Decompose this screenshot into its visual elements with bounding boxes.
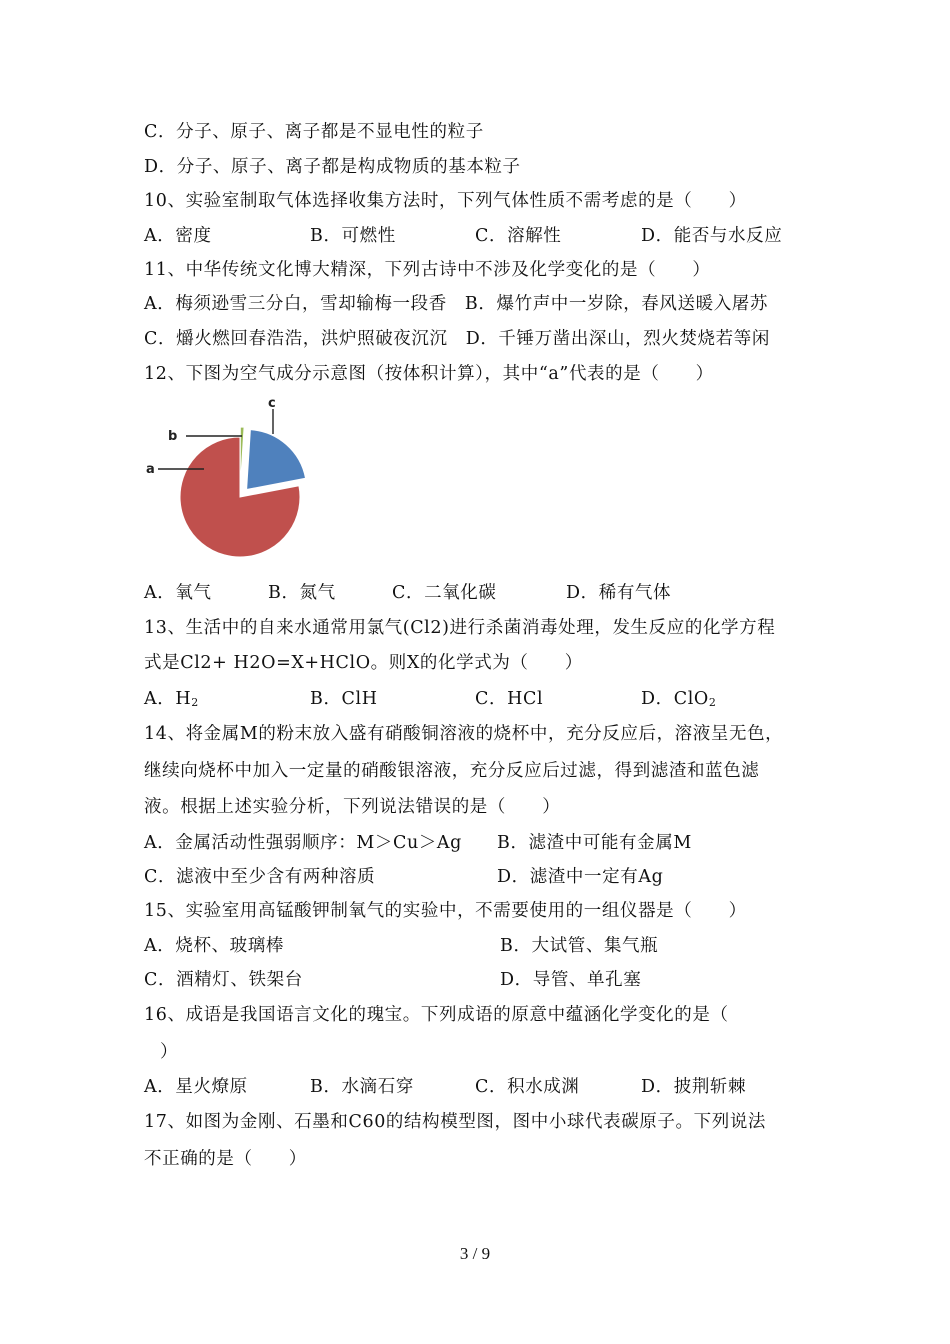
q10-option-c: C．溶解性 xyxy=(475,226,562,246)
question-16-line-2: ） xyxy=(160,1042,179,1062)
q14-option-d: D．滤渣中一定有Ag xyxy=(497,867,664,887)
pie-label-c: c xyxy=(268,396,276,411)
q10-option-d: D．能否与水反应 xyxy=(641,226,783,246)
q12-option-b: B．氮气 xyxy=(268,583,336,603)
q14-option-c: C．滤液中至少含有两种溶质 xyxy=(144,867,376,887)
question-10: 10、实验室制取气体选择收集方法时，下列气体性质不需考虑的是（ ） xyxy=(144,191,747,211)
q15-option-b: B．大试管、集气瓶 xyxy=(500,936,659,956)
q14-option-b: B．滤渣中可能有金属M xyxy=(497,833,692,853)
q14-option-a: A．金属活动性强弱顺序：M＞Cu＞Ag xyxy=(144,833,462,853)
q13-option-b: B．ClH xyxy=(310,689,378,709)
q12-option-d: D．稀有气体 xyxy=(566,583,672,603)
question-13-line-2: 式是Cl2+ H2O=X+HClO。则X的化学式为（ ） xyxy=(144,653,583,673)
question-17-line-2: 不正确的是（ ） xyxy=(144,1149,307,1169)
pie-label-b: b xyxy=(168,429,178,444)
question-17-line-1: 17、如图为金刚、石墨和C60的结构模型图，图中小球代表碳原子。下列说法 xyxy=(144,1112,767,1132)
q16-option-d: D．披荆斩棘 xyxy=(641,1077,747,1097)
q16-option-c: C．积水成渊 xyxy=(475,1077,580,1097)
air-composition-pie-chart xyxy=(140,390,320,570)
q10-option-a: A．密度 xyxy=(144,226,212,246)
q13-option-c: C．HCl xyxy=(475,689,544,709)
q10-option-b: B．可燃性 xyxy=(310,226,396,246)
page-number: 3 / 9 xyxy=(459,1244,491,1263)
q13-option-d: D．ClO$_2$ xyxy=(641,689,717,709)
q16-option-a: A．星火燎原 xyxy=(144,1077,248,1097)
question-16-line-1: 16、成语是我国语言文化的瑰宝。下列成语的原意中蕴涵化学变化的是（ xyxy=(144,1005,729,1025)
pie-slice-c xyxy=(247,430,306,490)
line-option-d-q9: D．分子、原子、离子都是构成物质的基本粒子 xyxy=(144,157,521,177)
q11-options-ab: A．梅须逊雪三分白，雪却输梅一段香 B．爆竹声中一岁除，春风送暖入屠苏 xyxy=(144,294,768,314)
q12-option-a: A．氧气 xyxy=(144,583,212,603)
question-12: 12、下图为空气成分示意图（按体积计算），其中“a”代表的是（ ） xyxy=(144,364,714,384)
q15-option-d: D．导管、单孔塞 xyxy=(500,970,642,990)
pie-label-a: a xyxy=(146,462,155,477)
q15-option-c: C．酒精灯、铁架台 xyxy=(144,970,303,990)
question-15: 15、实验室用高锰酸钾制氧气的实验中，不需要使用的一组仪器是（ ） xyxy=(144,901,747,921)
q11-options-cd: C．爝火燃回春浩浩，洪炉照破夜沉沉 D．千锤万凿出深山，烈火焚烧若等闲 xyxy=(144,329,770,349)
question-11: 11、中华传统文化博大精深，下列古诗中不涉及化学变化的是（ ） xyxy=(144,260,711,280)
question-14-line-3: 液。根据上述实验分析，下列说法错误的是（ ） xyxy=(144,797,561,817)
question-14-line-2: 继续向烧杯中加入一定量的硝酸银溶液，充分反应后过滤，得到滤渣和蓝色滤 xyxy=(144,761,760,781)
q16-option-b: B．水滴石穿 xyxy=(310,1077,414,1097)
question-13-line-1: 13、生活中的自来水通常用氯气(Cl2)进行杀菌消毒处理，发生反应的化学方程 xyxy=(144,618,776,638)
line-option-c-q9: C．分子、原子、离子都是不显电性的粒子 xyxy=(144,122,484,142)
q15-option-a: A．烧杯、玻璃棒 xyxy=(144,936,284,956)
q12-option-c: C．二氧化碳 xyxy=(392,583,497,603)
q13-option-a: A．$H_2$ xyxy=(144,689,199,709)
question-14-line-1: 14、将金属M的粉末放入盛有硝酸铜溶液的烧杯中，充分反应后，溶液呈无色， xyxy=(144,724,784,744)
